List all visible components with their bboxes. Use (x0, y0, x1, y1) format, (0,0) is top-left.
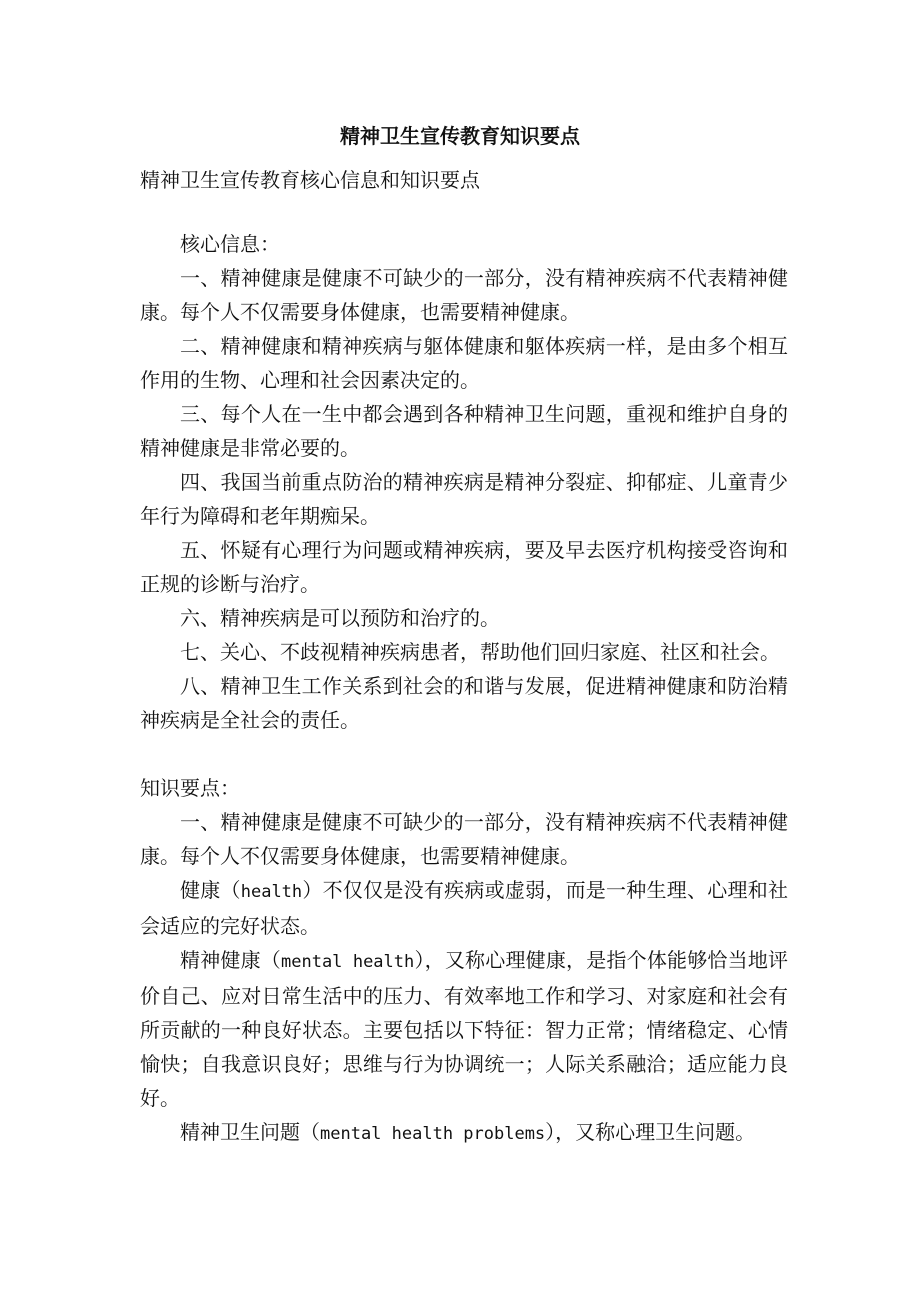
mental-health-lead: 精神健康（ (180, 948, 281, 972)
mental-health-problems-text: ），又称心理卫生问题。 (545, 1120, 756, 1144)
mental-health-definition (140, 943, 788, 1115)
health-definition (140, 873, 788, 943)
core-item-8: 八、精神卫生工作关系到社会的和谐与发展，促进精神健康和防治精神疾病是全社会的责任。 (140, 674, 788, 732)
core-item-3: 三、每个人在一生中都会遇到各种精神卫生问题，重视和维护自身的精神健康是非常必要的。 (140, 402, 788, 460)
core-item-4: 四、我国当前重点防治的精神疾病是精神分裂症、抑郁症、儿童青少年行为障碍和老年期痴呆。 (140, 470, 788, 528)
knowledge-item-1: 一、精神健康是健康不可缺少的一部分，没有精神疾病不代表精神健康。每个人不仅需要身体健康，也需要精神健康。 (140, 810, 788, 868)
core-item-2: 二、精神健康和精神疾病与躯体健康和躯体疾病一样，是由多个相互作用的生物、心理和社会因素决定的。 (140, 334, 788, 392)
knowledge-heading: 知识要点： (140, 776, 240, 800)
document-title: 精神卫生宣传教育知识要点 (340, 124, 580, 148)
mental-health-problems-definition (140, 1115, 788, 1151)
mental-health-problems-term: mental health problems (320, 1124, 546, 1144)
health-term: health (240, 882, 303, 902)
mental-health-text: ），又称心理健康，是指个体能够恰当地评价自己、应对日常生活中的压力、有效率地工作和学习、对家庭和社会有所贡献的一种良好状态。主要包括以下特征：智力正常；情绪稳定、心情愉快；自我意识良好；思维与行为协调统一；人际关系融洽；适应能力良好。 (140, 948, 789, 1110)
section-spacer (140, 737, 788, 771)
core-item-1: 一、精神健康是健康不可缺少的一部分，没有精神疾病不代表精神健康。每个人不仅需要身体健康，也需要精神健康。 (140, 266, 788, 324)
core-item-7: 七、关心、不歧视精神疾病患者，帮助他们回归家庭、社区和社会。 (180, 640, 780, 664)
core-item-6: 六、精神疾病是可以预防和治疗的。 (180, 606, 500, 630)
document-body (140, 227, 788, 1151)
mental-health-problems-lead: 精神卫生问题（ (180, 1120, 320, 1144)
document-subtitle: 精神卫生宣传教育核心信息和知识要点 (140, 168, 480, 192)
core-item-5: 五、怀疑有心理行为问题或精神疾病，要及早去医疗机构接受咨询和正规的诊断与治疗。 (140, 538, 788, 596)
health-definition-lead: 健康（ (180, 878, 241, 902)
health-definition-text: ）不仅仅是没有疾病或虚弱，而是一种生理、心理和社会适应的完好状态。 (140, 878, 789, 938)
mental-health-term: mental health (281, 952, 415, 972)
core-info-heading: 核心信息： (180, 232, 280, 256)
